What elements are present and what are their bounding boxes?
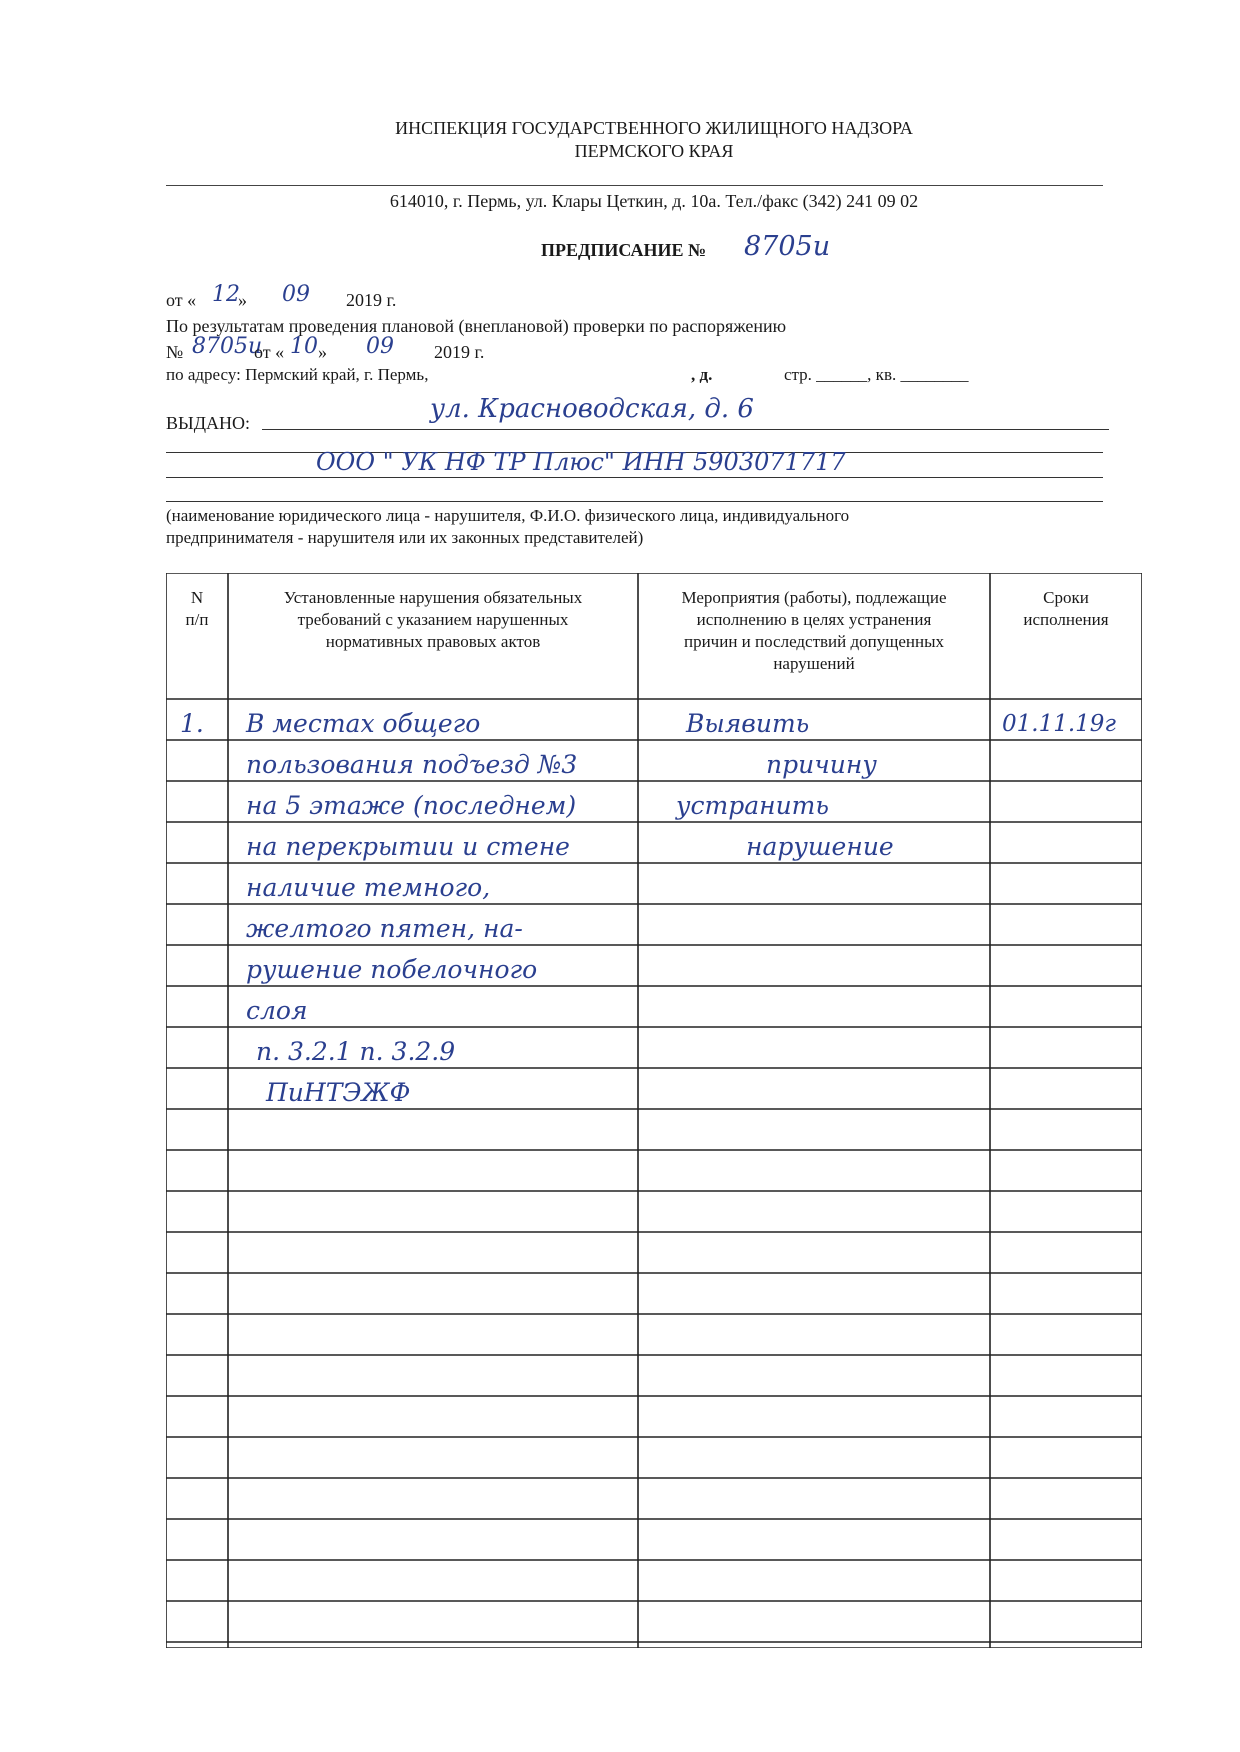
- violation-line-9: п. 3.2.1 п. 3.2.9: [256, 1037, 456, 1066]
- measure-line-3: устранить: [676, 791, 830, 820]
- violation-line-6: желтого пятен, на-: [246, 914, 523, 943]
- issued-underline-1: [262, 429, 1109, 430]
- date-month: 09: [282, 282, 310, 307]
- address-label: по адресу: Пермский край, г. Пермь,: [166, 365, 429, 384]
- date-year: 2019 г.: [346, 290, 397, 310]
- measure-line-2: причину: [766, 750, 877, 779]
- violation-line-5: наличие темного,: [246, 873, 491, 902]
- violation-line-3: на 5 этаже (последнем): [246, 791, 577, 820]
- address-building-label: стр. ______, кв. ________: [784, 365, 969, 384]
- issued-address-handwritten: ул. Красноводская, д. 6: [430, 394, 754, 424]
- measure-line-1: Выявить: [686, 709, 810, 738]
- header-violations-line3: нормативных правовых актов: [325, 632, 541, 651]
- header-measures-line4: нарушений: [773, 654, 855, 673]
- violation-line-10: ПиНТЭЖФ: [266, 1078, 411, 1107]
- issued-label: ВЫДАНО:: [166, 413, 250, 433]
- document-number: 8705и: [744, 231, 831, 262]
- org-address: 614010, г. Пермь, ул. Клары Цеткин, д. 10а. Тел./факс (342) 241 09 02: [389, 191, 919, 211]
- violation-line-7: рушение побелочного: [246, 955, 538, 984]
- header-violations-line1: Установленные нарушения обязательных: [283, 588, 583, 607]
- order-year: 2019 г.: [434, 342, 485, 362]
- header-num-line2: п/п: [185, 610, 209, 629]
- date-day: 12: [212, 282, 240, 307]
- org-name-line2: ПЕРМСКОГО КРАЯ: [574, 141, 734, 161]
- header-violations-line2: требований с указанием нарушенных: [297, 610, 569, 629]
- order-from-label: от «: [254, 342, 285, 362]
- address-house-label: , д.: [691, 365, 713, 384]
- header-divider: [166, 185, 1103, 186]
- document-title: ПРЕДПИСАНИЕ №: [541, 240, 707, 260]
- deadline-value: 01.11.19г: [1002, 711, 1117, 737]
- violation-line-1: В местах общего: [246, 709, 481, 738]
- order-number: 8705и: [192, 334, 263, 359]
- org-name-line1: ИНСПЕКЦИЯ ГОСУДАРСТВЕННОГО ЖИЛИЩНОГО НАДЗОРА: [395, 118, 913, 138]
- header-deadlines-line1: Сроки: [1043, 588, 1089, 607]
- violation-line-8: слоя: [246, 996, 308, 1025]
- issued-underline-3: [166, 477, 1103, 478]
- date-prefix: от «: [166, 290, 197, 310]
- caption-line2: предпринимателя - нарушителя или их законных представителей): [166, 528, 644, 547]
- order-day-close: »: [318, 342, 327, 362]
- date-day-close: »: [238, 290, 247, 310]
- header-measures-line1: Мероприятия (работы), подлежащие: [681, 588, 947, 607]
- issued-underline-4: [166, 501, 1103, 502]
- order-text: По результатам проведения плановой (внеплановой) проверки по распоряжению: [166, 316, 787, 336]
- order-day: 10: [290, 334, 318, 359]
- header-measures-line3: причин и последствий допущенных: [683, 632, 944, 651]
- header-measures-line2: исполнению в целях устранения: [696, 610, 932, 629]
- issued-company-handwritten: ООО " УК НФ ТР Плюс" ИНН 5903071717: [316, 448, 846, 476]
- header-deadlines-line2: исполнения: [1023, 610, 1109, 629]
- order-no-label: №: [166, 342, 184, 362]
- measure-line-4: нарушение: [746, 832, 894, 861]
- violations-table: [166, 573, 1142, 1648]
- caption-line1: (наименование юридического лица - нарушителя, Ф.И.О. физического лица, индивидуального: [166, 506, 850, 525]
- entry-number: 1.: [180, 709, 204, 738]
- violation-line-2: пользования подъезд №3: [246, 750, 578, 779]
- violation-line-4: на перекрытии и стене: [246, 832, 570, 861]
- order-month: 09: [366, 334, 394, 359]
- header-num-line1: N: [190, 588, 204, 607]
